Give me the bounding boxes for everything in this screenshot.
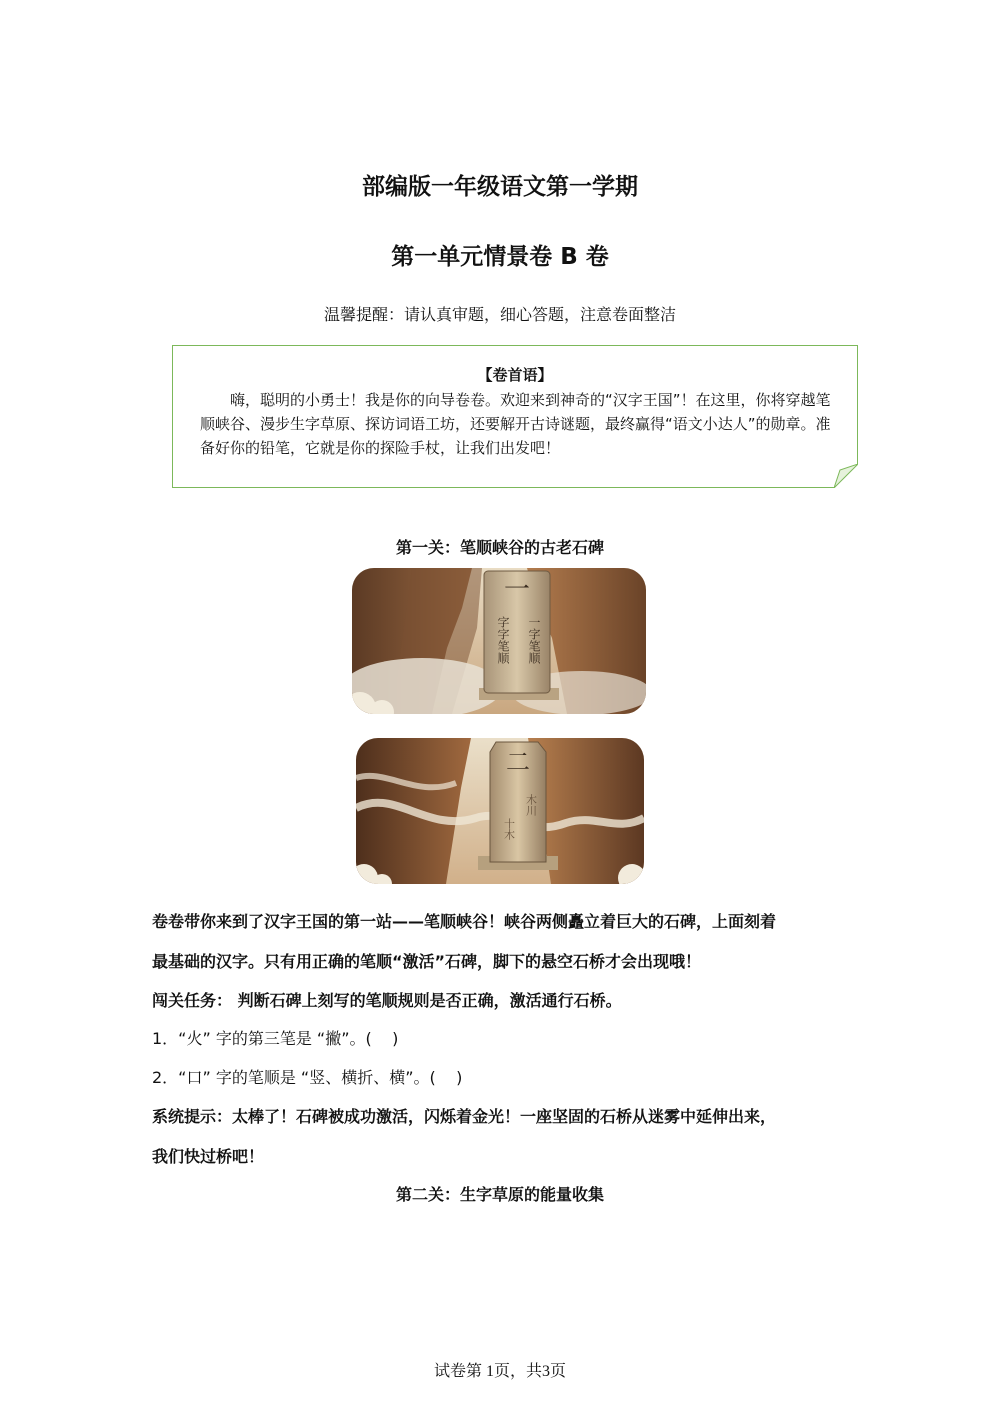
tablet-column-right: 一字笔顺 (527, 616, 541, 664)
stone-tablet-image-1 (352, 568, 646, 714)
page-footer: 试卷第 1页，共3页 (433, 1363, 566, 1380)
tablet-column-left: 字字笔顺 (496, 616, 510, 664)
tablet-column-left: 十木 (502, 818, 516, 840)
tablet-big-char: 二 (506, 750, 530, 776)
stone-tablet-image-2 (356, 738, 644, 884)
reminder-text: 温馨提醒：请认真审题，细心答题，注意卷面整洁 (323, 305, 676, 324)
document-title: 部编版一年级语文第一学期 (362, 174, 638, 200)
tablet-big-char: 一 (503, 575, 531, 604)
task-text: 闯关任务： 判断石碑上刻写的笔顺规则是否正确，激活通行石桥。 (152, 991, 622, 1010)
question-1: 1．“火” 字的第三笔是 “撇”。( ) (152, 1029, 399, 1048)
system-hint-line-2: 我们快过桥吧！ (152, 1147, 265, 1166)
story-line-1: 卷卷带你来到了汉字王国的第一站——笔顺峡谷！峡谷两侧矗立着巨大的石碑，上面刻着 (152, 912, 777, 931)
intro-text: 嗨，聪明的小勇士！我是你的向导卷卷。欢迎来到神奇的“汉字王国”！在这里，你将穿越笔顺峡谷、漫步生字草原、探访词语工坊，还要解开古诗谜题，最终赢得“语文小达人”的勋章。准备好你的铅笔，它就是你的探险手杖，让我们出发吧！ (200, 391, 831, 457)
page-fold-icon (834, 464, 858, 488)
question-2: 2．“口” 字的笔顺是 “竖、横折、横”。( ) (152, 1068, 463, 1087)
system-hint-line-1: 系统提示：太棒了！石碑被成功激活，闪烁着金光！一座坚固的石桥从迷雾中延伸出来， (152, 1107, 777, 1126)
document-subtitle: 第一单元情景卷 B 卷 (391, 244, 609, 270)
tablet-column-right: 木川 (524, 794, 538, 816)
story-line-2: 最基础的汉字。只有用正确的笔顺“激活”石碑，脚下的悬空石桥才会出现哦！ (152, 952, 702, 971)
level1-title: 第一关：笔顺峡谷的古老石碑 (395, 538, 604, 557)
intro-box (172, 345, 858, 488)
intro-heading: 【卷首语】 (477, 366, 553, 384)
level2-title: 第二关：生字草原的能量收集 (395, 1185, 604, 1204)
